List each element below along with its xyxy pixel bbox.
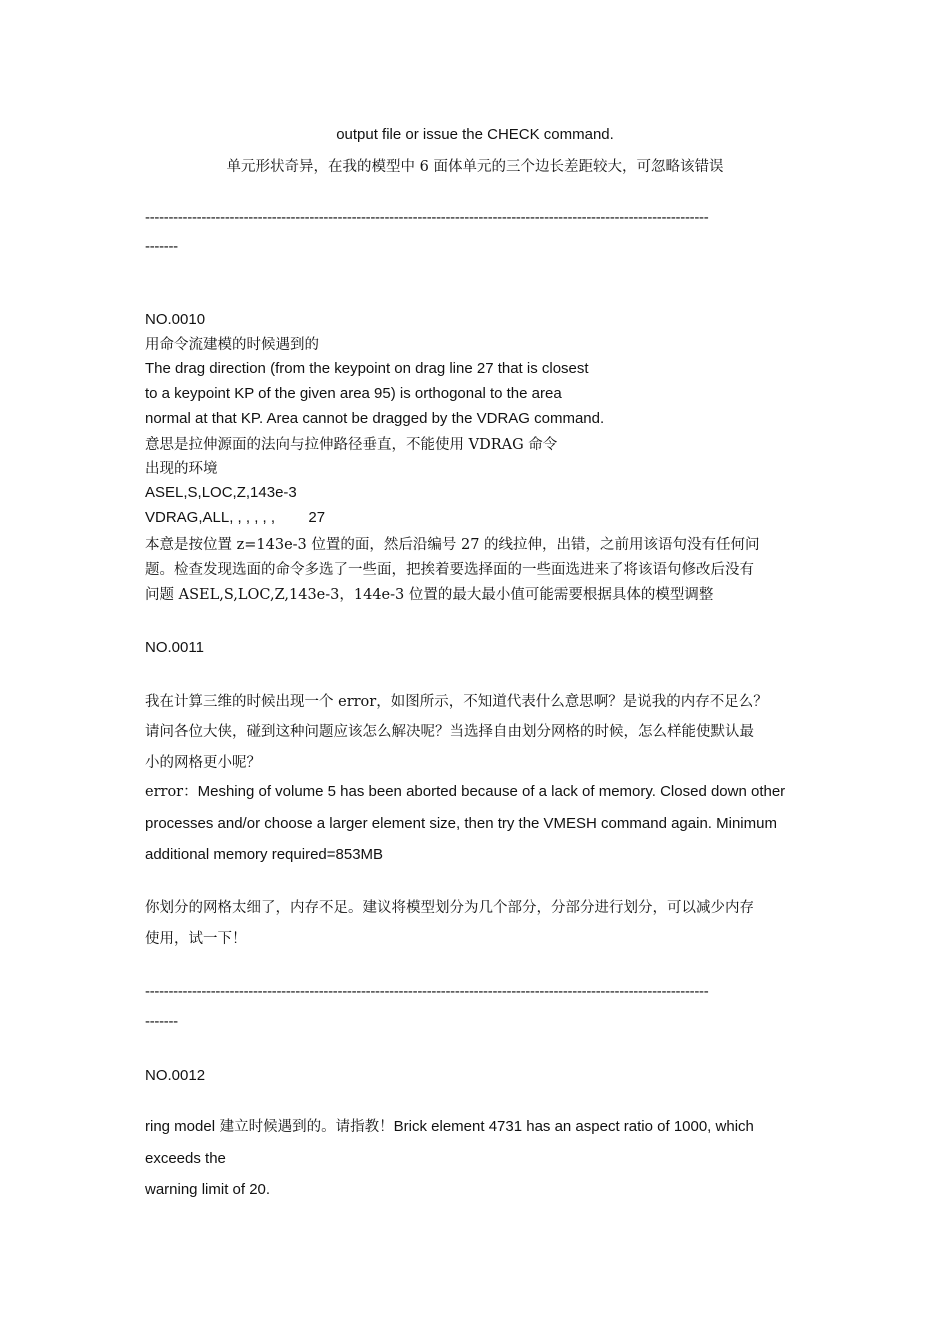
text-line: 使用，试一下！ [145,931,247,947]
error-line [145,783,785,801]
separator-line: ------------------------------------------------------------------------------------------------------------------------ [145,983,709,1000]
section-number: NO.0010 [145,311,206,328]
error-line: additional memory required=853MB [145,846,384,863]
separator-tail: ------- [145,1013,178,1030]
text-line: 我在计算三维的时候出现一个 error，如图所示，不知道代表什么意思啊？是说我的内存不足么？ [145,694,768,710]
text-line: 请问各位大侠，碰到这种问题应该怎么解决呢？当选择自由划分网格的时候，怎么样能使默认最 [145,724,754,740]
text-line: exceeds the [145,1150,226,1167]
text-line: 本意是按位置 z=143e-3 位置的面，然后沿编号 27 的线拉伸，出错，之前用该语句没有任何问 [145,537,760,553]
section-number: NO.0011 [145,639,204,656]
error-prefix: error： [145,784,198,800]
text-line: 小的网格更小呢？ [145,755,261,771]
text-line: 你划分的网格太细了，内存不足。建议将模型划分为几个部分，分部分进行划分，可以减少内存 [145,900,754,916]
text-span: Brick element 4731 has an aspect ratio of 1000, which [393,1118,754,1135]
error-text: Meshing of volume 5 has been aborted because of a lack of memory. Closed down other [197,783,786,800]
text-line: 题。检查发现选面的命令多选了一些面，把挨着要选择面的一些面选进来了将该语句修改后没有 [145,562,754,578]
text-span: ring model [145,1118,216,1135]
section-number: NO.0012 [145,1067,206,1084]
text-line [145,1118,754,1136]
text-line: 用命令流建模的时候遇到的 [145,337,319,353]
text-line: warning limit of 20. [145,1181,271,1198]
error-line: processes and/or choose a larger element size, then try the VMESH command again. Minimum [145,815,777,832]
text-line: to a keypoint KP of the given area 95) is orthogonal to the area [145,385,562,402]
command-line: ASEL,S,LOC,Z,143e-3 [145,484,297,501]
text-line: 意思是拉伸源面的法向与拉伸路径垂直，不能使用 VDRAG 命令 [145,437,558,453]
separator-line: ------------------------------------------------------------------------------------------------------------------------ [145,209,709,226]
text-line: 问题 ASEL,S,LOC,Z,143e-3，144e-3 位置的最大最小值可能需要根据具体的模型调整 [145,587,714,603]
command-line: VDRAG,ALL, , , , , , 27 [145,509,326,526]
text-line: 出现的环境 [145,461,218,477]
text-line: 单元形状奇异，在我的模型中 6 面体单元的三个边长差距较大，可忽略该错误 [226,159,724,175]
separator-tail: ------- [145,238,178,255]
text-line: The drag direction (from the keypoint on drag line 27 that is closest [145,360,589,377]
text-line: output file or issue the CHECK command. [336,126,614,143]
text-span: 建立时候遇到的。请指教！ [215,1119,394,1135]
text-line: normal at that KP. Area cannot be dragged by the VDRAG command. [145,410,605,427]
